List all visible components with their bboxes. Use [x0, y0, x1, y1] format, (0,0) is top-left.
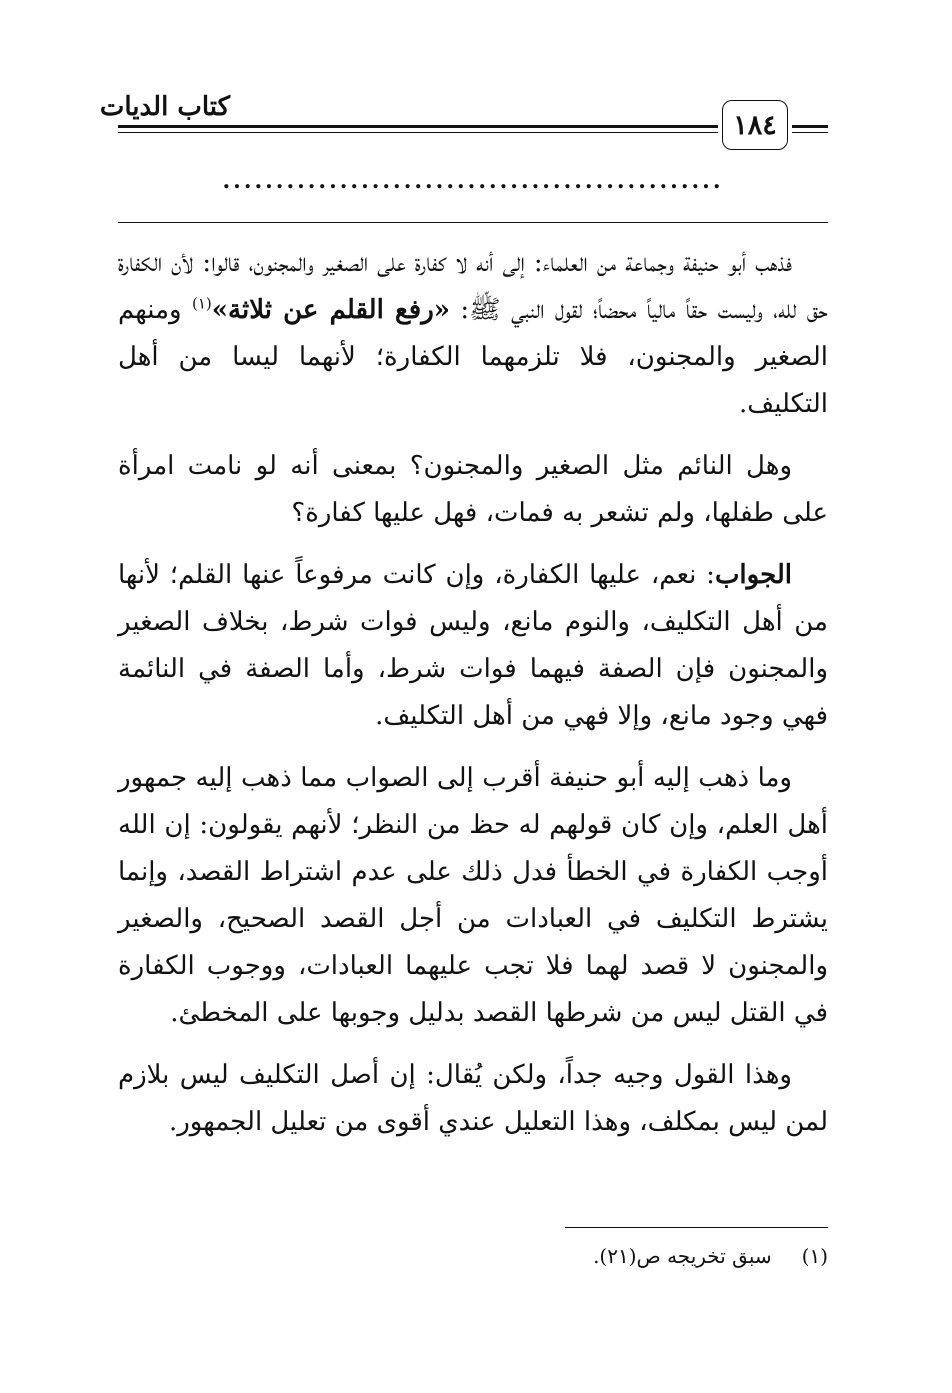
main-text — [118, 240, 828, 1161]
page-number-box — [722, 100, 788, 150]
header-rule-thin — [118, 132, 718, 133]
dotted-divider: ............................................... — [222, 168, 724, 194]
paragraph-3 — [118, 552, 828, 740]
footnote — [118, 1240, 828, 1272]
header-rule-right-thick — [792, 125, 828, 128]
footnote-rule — [565, 1227, 828, 1228]
header-rule-thick — [118, 125, 718, 128]
footnote-reference: (١) — [192, 294, 212, 313]
paragraph-1 — [118, 240, 828, 428]
answer-text: : نعم، عليها الكفارة، وإن كانت مرفوعاً عنها القلم؛ لأنها من أهل التكليف، والنوم مانع، وليس فوات شرط، بخلاف الصغير والمجنون فإن الصفة فيهما فوات شرط، وأما الصفة في النائمة فهي وجود مانع، وإلا فهي من أهل التكليف. — [118, 560, 829, 731]
paragraph-4: وما ذهب إليه أبو حنيفة أقرب إلى الصواب مما ذهب إليه جمهور أهل العلم، وإن كان قولهم له حظ من النظر؛ لأنهم يقولون: إن الله أوجب الكفارة في الخطأ فدل ذلك على عدم اشتراط القصد، وإنما يشترط التكليف في العبادات من أجل القصد الصحيح، والصغير والمجنون لا قصد لهما فلا تجب عليهما العبادات، ووجوب الكفارة في القتل ليس من شرطها القصد بدليل وجوبها على المخطئ. — [118, 763, 828, 1028]
paragraph-2: وهل النائم مثل الصغير والمجنون؟ بمعنى أنه لو نامت امرأة على طفلها، ولم تشعر به فمات، فهل عليها كفارة؟ — [118, 451, 828, 528]
section-separator — [118, 222, 828, 223]
footnote-text: سبق تخريجه ص(٢١). — [593, 1244, 772, 1268]
footnote-number: (١) — [801, 1244, 828, 1268]
paragraph-5: وهذا القول وجيه جداً، ولكن يُقال: إن أصل التكليف ليس بلازم لمن ليس بمكلف، وهذا التعليل عندي أقوى من تعليل الجمهور. — [118, 1060, 828, 1137]
running-header-title: كتاب الديات — [99, 92, 230, 122]
paragraph-1-text-a: فذهب أبو حنيفة وجماعة من العلماء: إلى أنه لا كفارة على الصغير والمجنون، قالوا: لأن الكفارة حق لله، وليست حقاً مالياً محضاً؛ لقول النبي ﷺ: — [118, 248, 828, 325]
answer-label: الجواب — [714, 560, 792, 590]
header-rule-right-thin — [792, 132, 828, 133]
hadith-quote: «رفع القلم عن ثلاثة» — [211, 295, 451, 325]
paragraph-1-text-b: ومنهم الصغير والمجنون، فلا تلزمهما الكفارة؛ لأنهما ليسا من أهل التكليف. — [118, 295, 828, 419]
page-number: ١٨٤ — [733, 109, 777, 141]
